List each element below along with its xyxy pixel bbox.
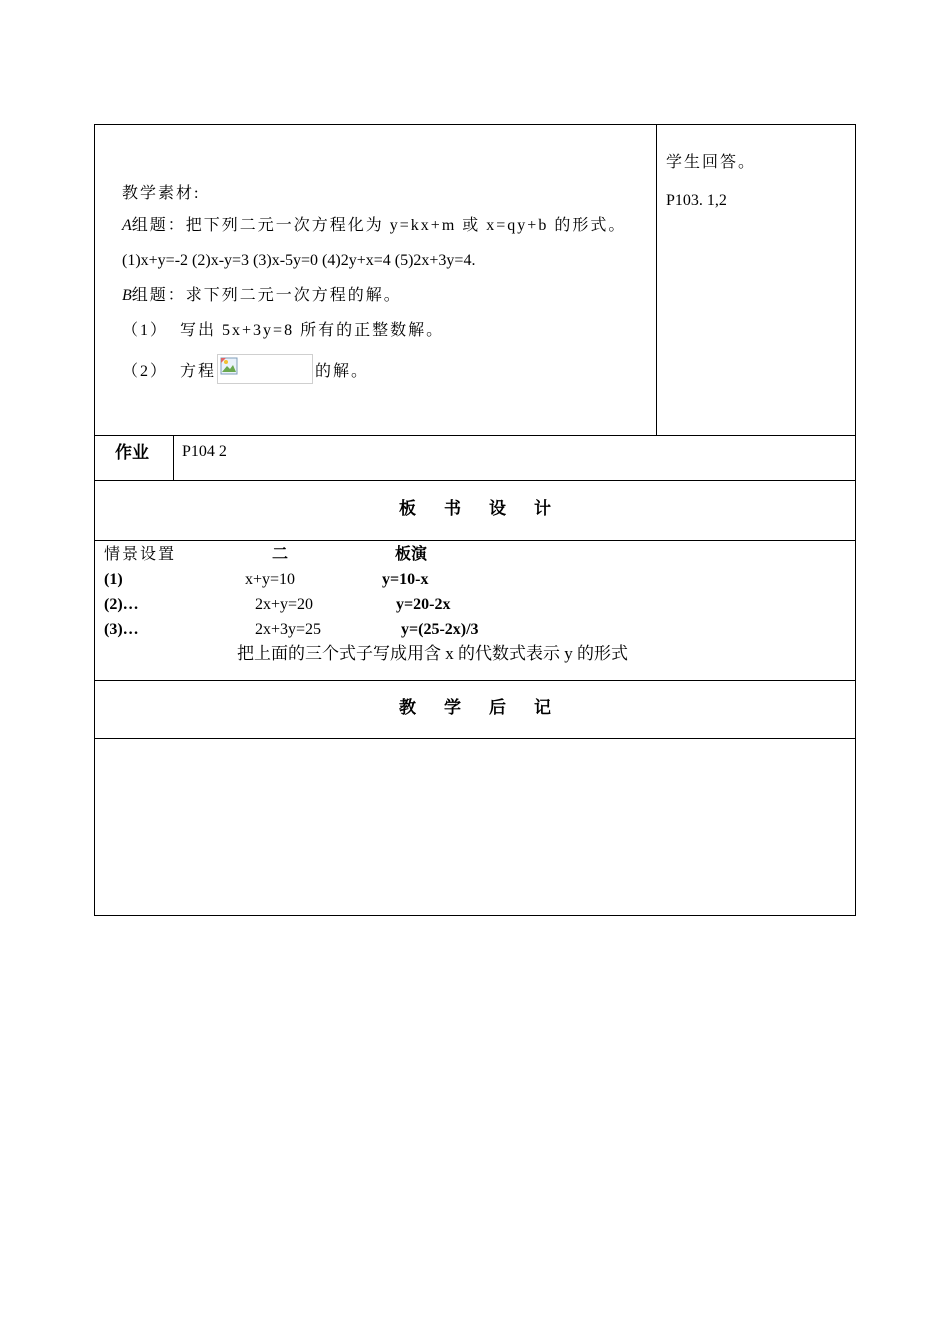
materials-title: 教学素材: — [122, 185, 201, 202]
demo-label: 板演 — [395, 546, 428, 563]
section-number: 二 — [272, 546, 289, 563]
group-b-line — [122, 286, 402, 306]
row-divider-materials — [95, 435, 855, 436]
board-row-1-result: y=10-x — [382, 571, 429, 588]
board-row-1-num: (1) — [104, 571, 123, 588]
board-row-2-result: y=20-2x — [396, 596, 451, 613]
group-a-equations: (1)x+y=-2 (2)x-y=3 (3)x-5y=0 (4)2y+x=4 (5)2x+3y=4. — [122, 252, 476, 269]
item-2-suffix: 的解。 — [315, 363, 370, 380]
column-divider-right — [656, 125, 657, 435]
group-a-line — [122, 216, 626, 236]
row-divider-board-content — [95, 680, 855, 681]
column-divider-homework — [173, 435, 174, 480]
scene-label: 情景设置 — [104, 546, 177, 563]
group-a-text: 组题：把下列二元一次方程化为 y=kx+m 或 x=qy+b 的形式。 — [131, 217, 627, 234]
board-row-1-equation: x+y=10 — [245, 571, 296, 588]
board-design-heading: 板 书 设 计 — [399, 499, 551, 518]
item-1-text: 写出 5x+3y=8 所有的正整数解。 — [180, 322, 445, 339]
item-2-line — [122, 362, 216, 382]
student-answer: 学生回答。 — [666, 154, 757, 171]
row-divider-postscript-heading — [95, 738, 855, 739]
textbook-page-ref: P103. 1,2 — [666, 192, 727, 209]
group-a-label: A — [122, 217, 132, 234]
item-2-prefix: 方程 — [180, 363, 217, 380]
group-b-label: B — [122, 287, 132, 304]
item-2-number: （2） — [122, 363, 169, 380]
row-divider-homework — [95, 480, 855, 481]
homework-label: 作业 — [115, 443, 149, 462]
board-row-2-equation: 2x+y=20 — [255, 596, 314, 613]
item-1-line — [122, 321, 444, 341]
board-instruction: 把上面的三个式子写成用含 x 的代数式表示 y 的形式 — [237, 644, 628, 663]
item-1-number: （1） — [122, 322, 169, 339]
postscript-notes-area — [95, 740, 855, 915]
board-row-3-equation: 2x+3y=25 — [255, 621, 322, 638]
homework-value: P104 2 — [182, 443, 227, 460]
group-b-text: 组题：求下列二元一次方程的解。 — [131, 287, 402, 304]
postscript-heading: 教 学 后 记 — [399, 698, 551, 717]
row-divider-board-heading — [95, 540, 855, 541]
equation-image-placeholder — [217, 354, 313, 384]
board-row-3-num: (3)… — [104, 621, 139, 638]
board-row-2-num: (2)… — [104, 596, 139, 613]
board-row-3-result: y=(25-2x)/3 — [401, 621, 479, 638]
broken-image-icon — [220, 357, 238, 375]
